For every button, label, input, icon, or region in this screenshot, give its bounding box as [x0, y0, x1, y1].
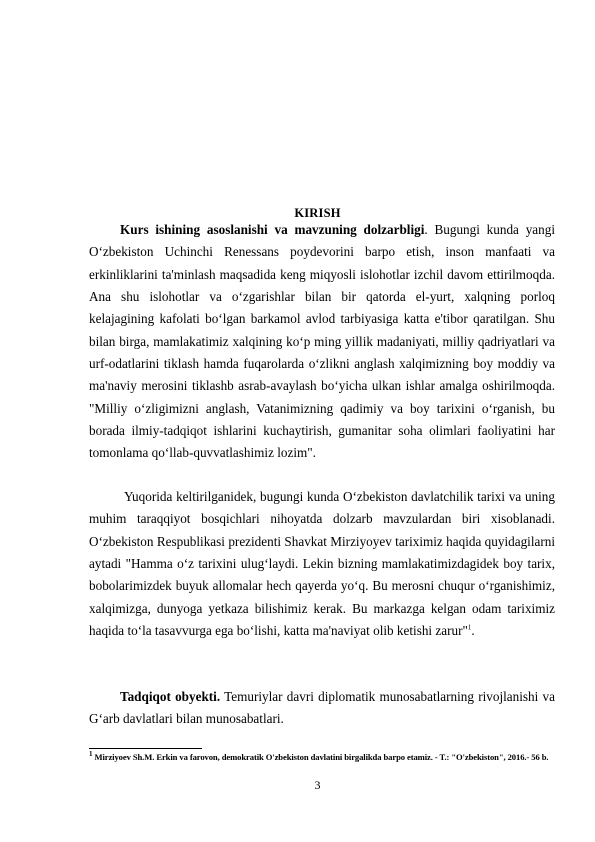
history-text-end: .	[471, 623, 475, 639]
relevance-label: Kurs ishining asoslanishi va mavzuning dolzarbligi	[120, 222, 425, 237]
section-heading: KIRISH	[294, 206, 341, 220]
relevance-paragraph	[89, 219, 555, 465]
research-object-paragraph	[89, 686, 555, 731]
research-object-label: Tadqiqot obyekti.	[120, 689, 221, 704]
footnote-text: Mirziyoev Sh.M. Erkin va farovon, demokratik O'zbekiston davlatini birgalikda barpo etamiz. - T.: "O'zbekiston", 2016.- 56 b.	[92, 752, 549, 762]
page-number: 3	[314, 778, 321, 792]
history-text: Yuqorida keltirilganidek, bugungi kunda O‘zbekiston davlatchilik tarixi va uning muhim taraqqiyot bosqichlari nihoyatda dolzarb mavzulardan biri xisoblanadi. O‘zbekiston Respublikasi prezidenti Shavkat Mirziyoyev tariximiz haqida quyidagilarni aytadi "Hamma o‘z tarixini ulug‘laydi. Lekin bizning mamlakatimizdagidek boy tarix, bobolarimizdek buyuk allomalar hech qayerda yo‘q. Bu merosni chuqur o‘rganishimiz, xalqimizga, dunyoga yetkaza bilishimiz kerak. Bu markazga kelgan odam tariximiz haqida to‘la tasavvurga ega bo‘lishi, katta ma'naviyat olib ketishi zarur"	[89, 489, 555, 639]
footnote-reference[interactable]: 1	[467, 623, 472, 632]
footnote-mark: 1	[89, 750, 93, 759]
history-paragraph	[89, 486, 555, 642]
footnote-separator	[89, 748, 202, 749]
footnote	[89, 751, 559, 764]
relevance-text: . Bugungi kunda yangi O‘zbekiston Uchinchi Renessans poydevorini barpo etish, inson manfaati va erkinliklarini ta'minlash maqsadida keng miqyosli islohotlar izchil davom ettirilmoqda. Ana shu islohotlar va o‘zgarishlar bilan bir qatorda el-yurt, xalqning porloq kelajagining kafolati bo‘lgan barkamol avlod tarbiyasiga katta e'tibor qaratilgan. Shu bilan birga, mamlakatimiz xalqining ko‘p ming yillik madaniyati, milliy qadriyatlari va urf-odatlarini tiklash hamda fuqarolarda o‘zlikni anglash xalqimizning boy moddiy va ma'naviy merosini tiklashb asrab-avaylash bo‘yicha ulkan ishlar amalga oshirilmoqda. "Milliy o‘zligimizni anglash, Vatanimizning qadimiy va boy tarixini o‘rganish, bu borada ilmiy-tadqiqot ishlarini kuchaytirish, gumanitar soha olimlari faoliyatini har tomonlama qo‘llab-quvvatlashimiz lozim".	[89, 222, 555, 461]
research-object-text: Temuriylar davri diplomatik munosabatlarning rivojlanishi va G‘arb davlatlari bilan munosabatlari.	[89, 689, 555, 727]
